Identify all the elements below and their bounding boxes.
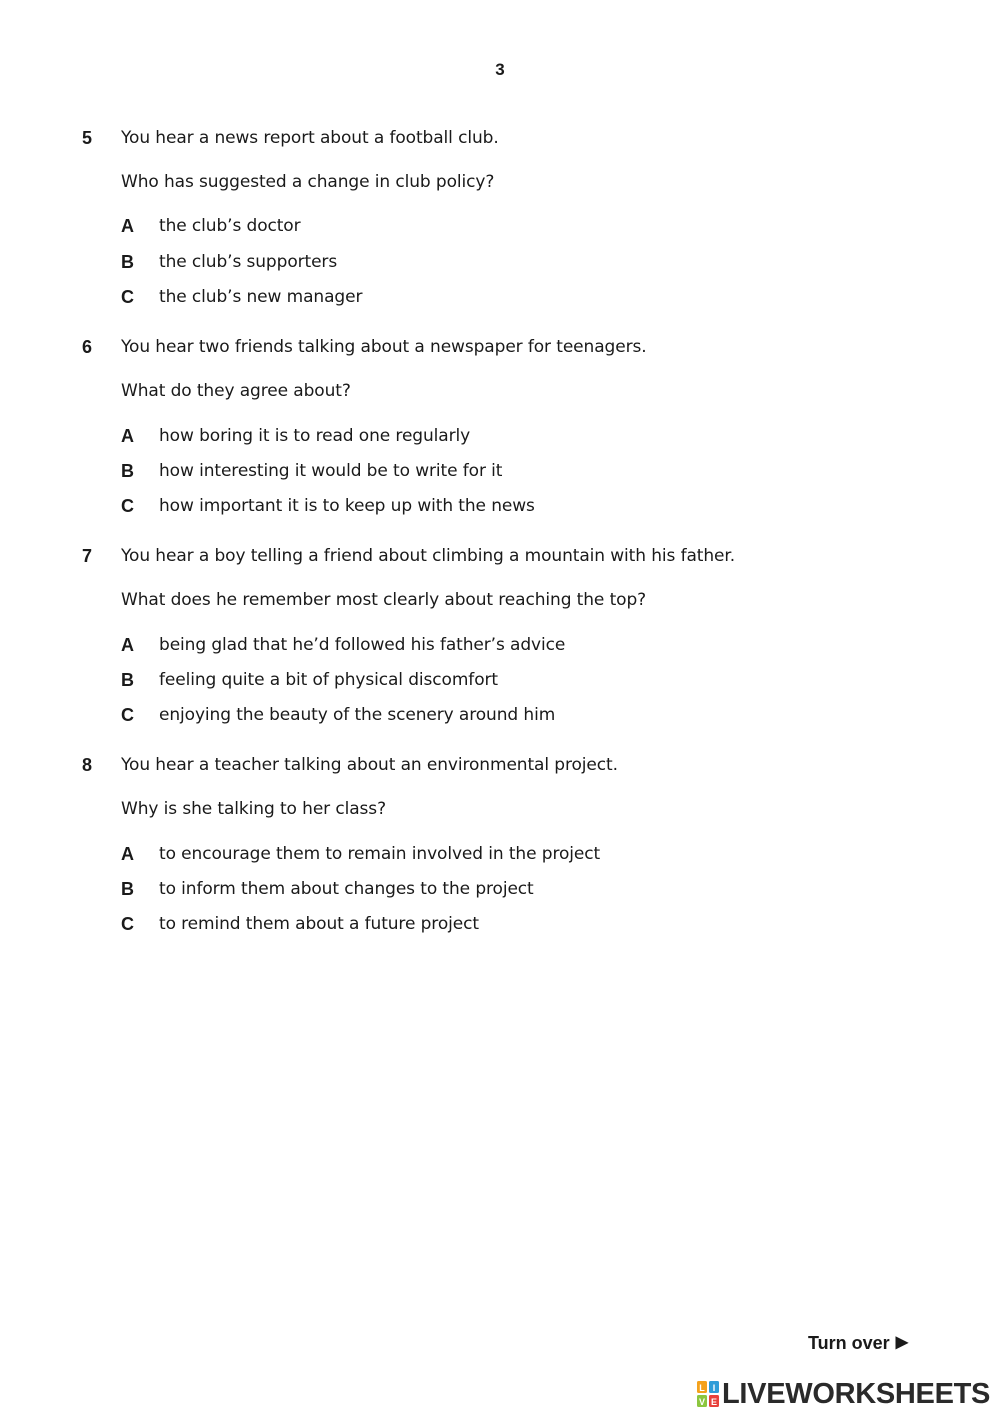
question-number: 6 <box>82 337 93 357</box>
svg-text:E: E <box>710 1397 718 1407</box>
option-text: how important it is to keep up with the news <box>159 496 535 516</box>
question-text: You hear a news report about a football club. <box>121 128 499 148</box>
brand-name: LIVEWORKSHEETS <box>722 1378 991 1410</box>
option-c[interactable] <box>0 285 1000 309</box>
option-text: the club’s supporters <box>159 252 338 272</box>
question-number: 8 <box>82 755 93 775</box>
option-letter: B <box>121 252 134 272</box>
turn-over-label <box>808 1331 908 1355</box>
option-a[interactable] <box>0 633 1000 657</box>
option-letter: C <box>121 496 134 516</box>
option-text: to encourage them to remain involved in the project <box>159 844 601 864</box>
turn-over-text: Turn over <box>808 1333 890 1353</box>
option-a[interactable] <box>0 214 1000 238</box>
question-number: 7 <box>82 546 93 566</box>
question-text: You hear a teacher talking about an environmental project. <box>121 755 618 775</box>
option-letter: A <box>121 426 134 446</box>
liveworksheets-logo-icon <box>697 1381 719 1407</box>
option-letter: A <box>121 216 134 236</box>
option-c[interactable] <box>0 912 1000 936</box>
option-text: the club’s doctor <box>159 216 301 236</box>
option-text: how boring it is to read one regularly <box>159 426 471 446</box>
option-text: feeling quite a bit of physical discomfort <box>159 670 498 690</box>
play-arrow-icon: ▶ <box>895 1334 908 1351</box>
option-text: the club’s new manager <box>159 287 363 307</box>
svg-text:V: V <box>698 1397 706 1407</box>
option-c[interactable] <box>0 494 1000 518</box>
option-letter: C <box>121 705 134 725</box>
svg-text:I: I <box>712 1383 716 1393</box>
question-prompt: What do they agree about? <box>121 381 351 401</box>
option-a[interactable] <box>0 424 1000 448</box>
option-b[interactable] <box>0 250 1000 274</box>
option-letter: B <box>121 670 134 690</box>
question-prompt: Who has suggested a change in club policy? <box>121 172 495 192</box>
option-letter: C <box>121 914 134 934</box>
option-letter: A <box>121 635 134 655</box>
option-letter: B <box>121 461 134 481</box>
option-letter: C <box>121 287 134 307</box>
option-text: to remind them about a future project <box>159 914 479 934</box>
question-prompt: What does he remember most clearly about reaching the top? <box>121 590 647 610</box>
option-a[interactable] <box>0 842 1000 866</box>
svg-text:L: L <box>699 1383 705 1393</box>
liveworksheets-brand <box>697 1378 990 1410</box>
option-b[interactable] <box>0 877 1000 901</box>
question-text: You hear two friends talking about a newspaper for teenagers. <box>121 337 647 357</box>
question-number: 5 <box>82 128 93 148</box>
option-text: to inform them about changes to the project <box>159 879 534 899</box>
option-text: enjoying the beauty of the scenery around him <box>159 705 556 725</box>
question-prompt: Why is she talking to her class? <box>121 799 386 819</box>
option-letter: A <box>121 844 134 864</box>
option-text: being glad that he’d followed his father’s advice <box>159 635 566 655</box>
option-b[interactable] <box>0 459 1000 483</box>
option-c[interactable] <box>0 703 1000 727</box>
option-letter: B <box>121 879 134 899</box>
option-b[interactable] <box>0 668 1000 692</box>
question-text: You hear a boy telling a friend about climbing a mountain with his father. <box>121 546 736 566</box>
option-text: how interesting it would be to write for it <box>159 461 503 481</box>
page-number: 3 <box>495 60 505 79</box>
